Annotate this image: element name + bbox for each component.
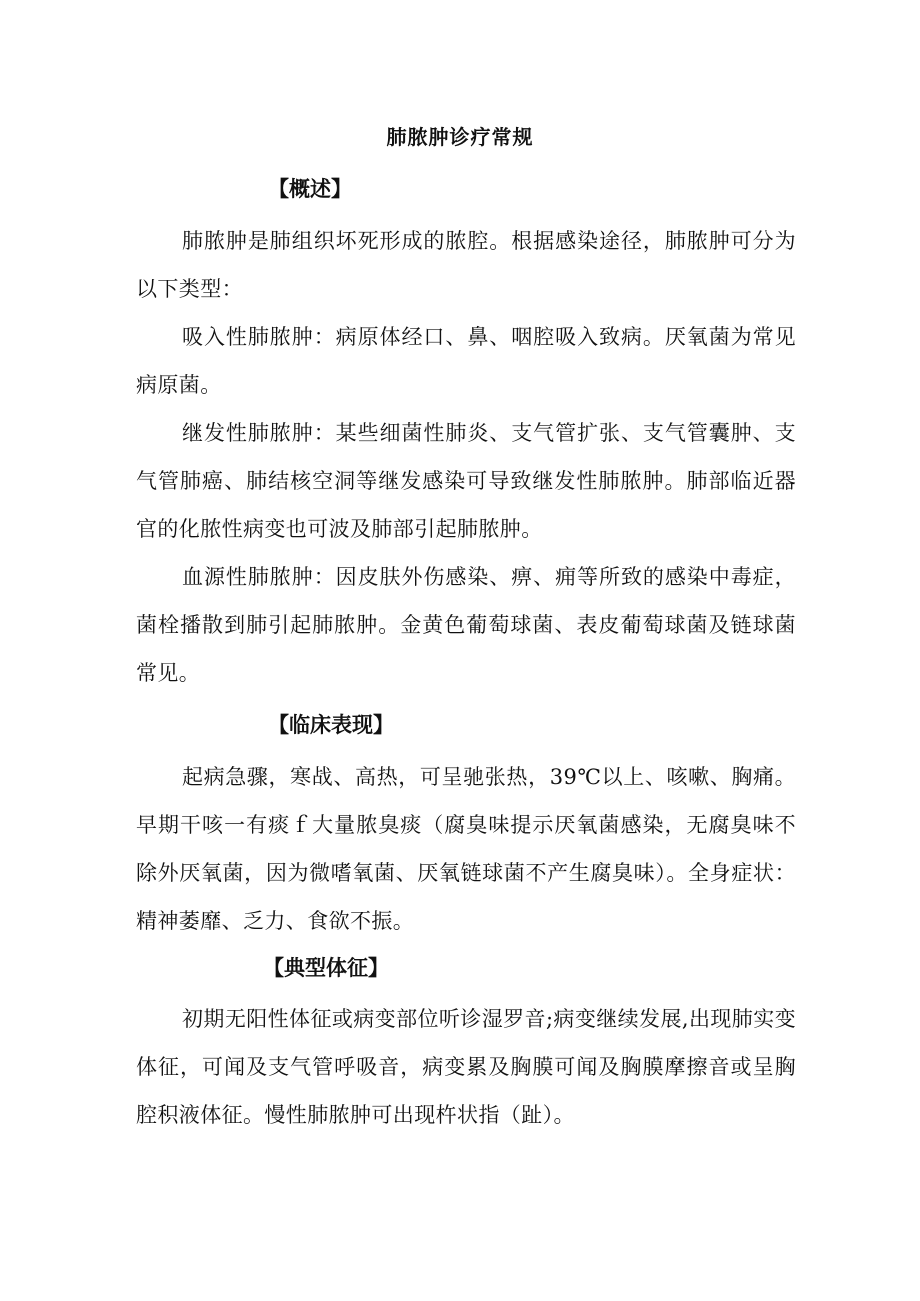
paragraph-aspiration-abscess: 吸入性肺脓肿：病原体经口、鼻、咽腔吸入致病。厌氧菌为常见病原菌。 xyxy=(136,325,796,397)
paragraph-overview-intro: 肺脓肿是肺组织坏死形成的脓腔。根据感染途径，肺脓肿可分为以下类型： xyxy=(136,229,796,301)
section-heading-clinical: 【临床表现】 xyxy=(268,713,394,737)
paragraph-typical-signs: 初期无阳性体征或病变部位听诊湿罗音;病变继续发展,出现肺实变体征，可闻及支气管呼吸音，病变累及胸膜可闻及胸膜摩擦音或呈胸腔积液体征。慢性肺脓肿可出现杵状指（趾）。 xyxy=(136,1007,796,1127)
paragraph-secondary-abscess: 继发性肺脓肿：某些细菌性肺炎、支气管扩张、支气管囊肿、支气管肺癌、肺结核空洞等继发感染可导致继发性肺脓肿。肺部临近器官的化脓性病变也可波及肺部引起肺脓肿。 xyxy=(136,421,796,541)
paragraph-hematogenous-abscess: 血源性肺脓肿：因皮肤外伤感染、痹、痈等所致的感染中毒症，菌栓播散到肺引起肺脓肿。金黄色葡萄球菌、表皮葡萄球菌及链球菌常见。 xyxy=(136,565,796,685)
paragraph-clinical-manifestations: 起病急骤，寒战、高热，可呈驰张热，39℃以上、咳嗽、胸痛。早期干咳一有痰ｆ大量脓臭痰（腐臭味提示厌氧菌感染，无腐臭味不除外厌氧菌，因为微嗜氧菌、厌氧链球菌不产生腐臭味）。全身症状：精神萎靡、乏力、食欲不振。 xyxy=(136,765,796,933)
document-title: 肺脓肿诊疗常规 xyxy=(386,125,534,149)
section-heading-overview: 【概述】 xyxy=(268,177,352,201)
section-heading-signs: 【典型体征】 xyxy=(263,956,389,980)
